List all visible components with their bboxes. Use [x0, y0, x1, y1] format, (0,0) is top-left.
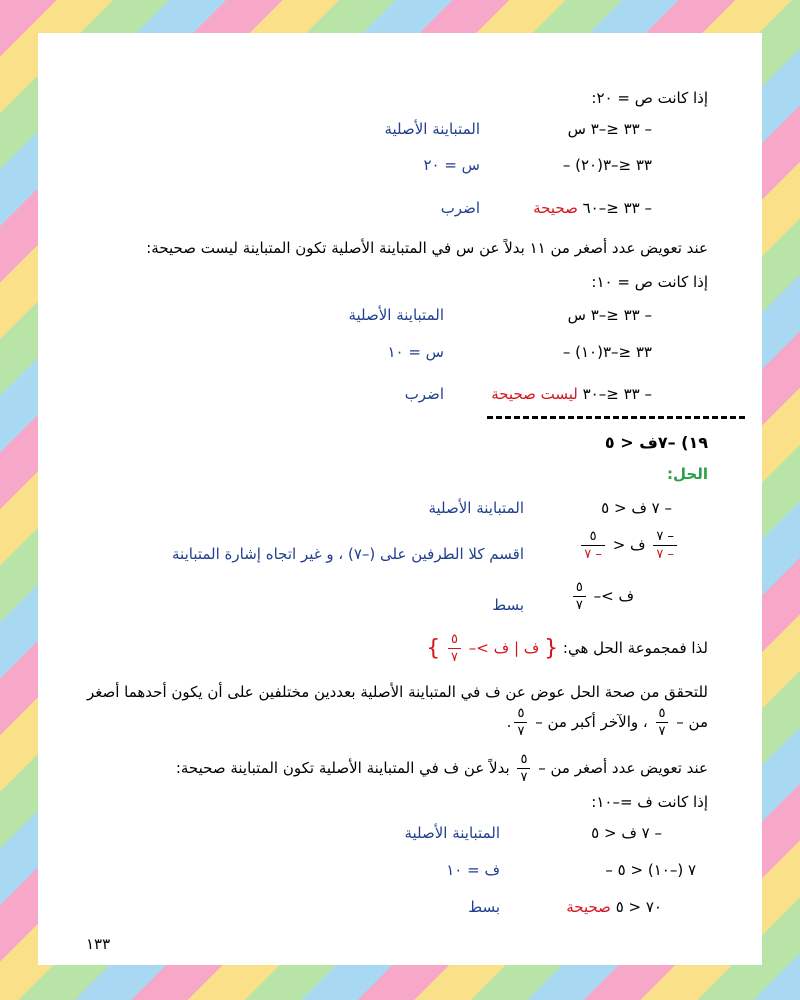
- inequality-expr: – ٧ ف < ٥: [591, 824, 662, 842]
- step-note: بسط: [468, 898, 500, 916]
- if-y-equals-20: إذا كانت ص = ٢٠:: [591, 89, 708, 107]
- problem-expr: –٧ف < ٥: [604, 433, 676, 452]
- inequality-expr: [491, 385, 652, 403]
- text: عند تعويض عدد أصغر من –: [538, 759, 708, 777]
- solution-label: الحل:: [667, 465, 708, 483]
- inequality-expr: – ٣٣ ≤–٣(٢٠): [562, 156, 652, 174]
- expr-text: – ٣٣ ≤–٣٠: [582, 385, 652, 403]
- status-true: صحيحة: [566, 898, 611, 916]
- text: ، والآخر أكبر من –: [535, 713, 648, 731]
- solution-set-prefix: لذا فمجموعة الحل هي:: [562, 639, 708, 657]
- step-note: اضرب: [404, 385, 444, 403]
- text: بدلاً عن ف في المتباينة الأصلية تكون المتباينة صحيحة:: [175, 759, 510, 777]
- inequality-expr: – ٣٣ ≤–٣ س: [567, 306, 652, 324]
- page-number: ١٣٣: [86, 935, 111, 953]
- simplify-step-expr: [570, 581, 634, 612]
- check-paragraph-line1: للتحقق من صحة الحل عوض عن ف في المتباينة الأصلية بعددين مختلفين على أن يكون أحدهما أصغر: [86, 683, 708, 701]
- fraction-5-7: $\frac{٥}{٧}$: [514, 707, 527, 738]
- step-note: س = ١٠: [387, 343, 444, 361]
- expr-text: ٧٠ < ٥: [615, 898, 662, 916]
- step-note: ف = ١٠: [446, 861, 500, 879]
- step-note: المتباينة الأصلية: [384, 120, 480, 138]
- fraction-5-7: $\frac{٥}{٧}$: [517, 753, 530, 784]
- solution-set-line: [426, 633, 708, 664]
- step-note: المتباينة الأصلية: [404, 824, 500, 842]
- step-note: اقسم كلا الطرفين على (–٧) ، و غير اتجاه إشارة المتباينة: [172, 545, 524, 563]
- step-note: المتباينة الأصلية: [428, 499, 524, 517]
- inequality-expr: [566, 898, 662, 916]
- fraction-5-7: $\frac{٥}{٧}$: [656, 707, 669, 738]
- expr-text: – ٣٣ ≤–٦٠: [582, 199, 652, 217]
- if-y-equals-10: إذا كانت ص = ١٠:: [591, 273, 708, 291]
- solution-set-text: ف | ف >–: [468, 639, 540, 657]
- variable-f: ف >–: [593, 587, 634, 605]
- step-note: بسط: [492, 596, 524, 614]
- step-note: اضرب: [440, 199, 480, 217]
- step-note: المتباينة الأصلية: [348, 306, 444, 324]
- step-note: س = ٢٠: [423, 156, 480, 174]
- inequality-expr: – ٣٣ ≤–٣(١٠): [562, 343, 652, 361]
- status-false: ليست صحيحة: [491, 385, 578, 403]
- inequality-expr: – ٣٣ ≤–٣ س: [567, 120, 652, 138]
- variable-f: ف <: [612, 536, 646, 554]
- status-true: صحيحة: [533, 199, 578, 217]
- fraction-rhs: $\frac{٥}{- ٧}$: [581, 530, 605, 561]
- section-divider: [487, 416, 745, 419]
- text: من –: [676, 713, 708, 731]
- if-f-equals-minus-10: إذا كانت ف =–١٠:: [591, 793, 708, 811]
- inequality-expr: – ٧ ف < ٥: [601, 499, 672, 517]
- substitute-smaller-than-11: عند تعويض عدد أصغر من ١١ بدلاً عن س في المتباينة الأصلية تكون المتباينة ليست صحيحة:: [146, 239, 708, 257]
- solution-fraction: $\frac{٥}{٧}$: [448, 633, 461, 664]
- inequality-expr: – ٧ (–١٠) < ٥: [605, 861, 696, 879]
- check-paragraph-line3: [176, 753, 708, 784]
- divide-step-expr: [578, 530, 680, 561]
- fraction-lhs: $\frac{- ٧}{- ٧}$: [653, 530, 677, 561]
- problem-19: [605, 433, 708, 452]
- open-brace: {: [544, 636, 559, 661]
- check-paragraph-line2: من – $\frac{٥}{٧}$ ، والآخر أكبر من – $\frac{٥}{٧}$ .: [506, 706, 708, 739]
- problem-number: ١٩): [681, 433, 708, 452]
- inequality-expr: [533, 199, 652, 217]
- fraction-rhs: $\frac{٥}{٧}$: [573, 581, 586, 612]
- close-brace: }: [426, 636, 441, 661]
- textbook-page: [38, 33, 762, 965]
